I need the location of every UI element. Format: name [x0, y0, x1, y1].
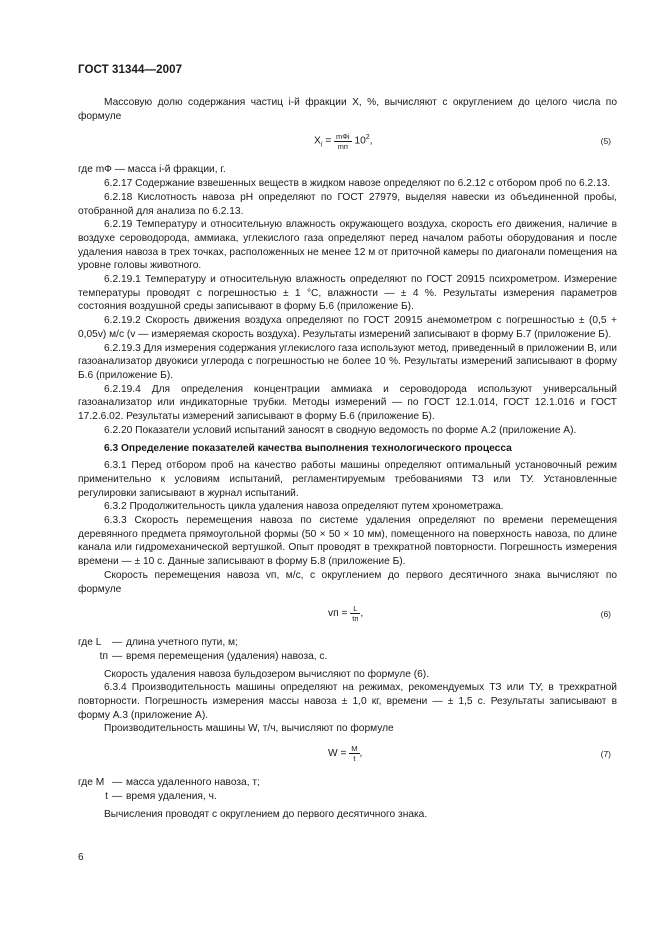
formula-5-sup: 2 [365, 134, 370, 142]
paragraph-6-2-19-2: 6.2.19.2 Скорость движения воздуха определяют по ГОСТ 20915 анемометром с погрешностью ± (0,5 + 0,05v) м/с (v — измеряемая скорость воздуха). Результаты измерений записывают в форму Б.7 (приложение Б). [78, 315, 617, 340]
paragraph-6-2-17: 6.2.17 Содержание взвешенных веществ в жидком навозе определяют по 6.2.12 с отбором проб по 6.2.13. [104, 178, 611, 190]
formula-5-number: (5) [600, 136, 611, 147]
formula-6 [78, 602, 617, 632]
definition-text: масса удаленного навоза, т; [126, 777, 260, 789]
definition-row [78, 790, 617, 804]
formula-6-denominator: tп [352, 614, 359, 624]
paragraph-6-2-19-4: 6.2.19.4 Для определения концентрации аммиака и сероводорода используют универсальный газоанализатор или индикаторные трубки. Методы измерений — по ГОСТ 12.1.014, ГОСТ 12.1.016 и ГОСТ 17.2.6.02. Результаты измерений записывают в форму Б.6 (приложение Б). [78, 383, 617, 423]
paragraph-6-3-4-formula-intro: Производительность машины W, т/ч, вычисляют по формуле [104, 723, 394, 735]
formula-6-numerator: L [350, 604, 360, 614]
definition-symbol: где M [78, 777, 105, 789]
formula-5-denominator: mп [337, 141, 348, 151]
definition-dash: — [112, 777, 123, 789]
paragraph-6-3-3: 6.3.3 Скорость перемещения навоза по системе удаления определяют по времени перемещения деревянного предмета прямоугольной формы (50 × 50 × 10 мм), помещенного на поверхность навоза, по длине канала или гидромеханической вертушкой. Опыт проводят в трехкратной повторности. Погрешность измерения времени — ± 10 с. Данные записывают в форму Б.8 (приложение Б). [78, 514, 617, 568]
definitions-7 [78, 776, 617, 803]
paragraph-6-2-18: 6.2.18 Кислотность навоза pH определяют по ГОСТ 27979, выделяя навески из объединенной пробы, отобранной для анализа по 6.2.13. [78, 191, 617, 217]
definition-dash: — [112, 637, 123, 649]
formula-5-lhs: X [314, 135, 321, 147]
paragraph-6-2-20: 6.2.20 Показатели условий испытаний заносят в сводную ведомость по форме А.2 (приложение А). [104, 424, 577, 436]
formula-6-eq: = [338, 608, 351, 620]
definition-row [78, 650, 617, 664]
formula-5-end: , [369, 135, 373, 147]
paragraph-mass-fraction-intro: Массовую долю содержания частиц i-й фракции X, %, вычисляют с округлением до целого числа по формуле [78, 97, 617, 122]
formula-6-number: (6) [600, 609, 611, 620]
definition-symbol: t [105, 790, 108, 802]
section-heading-6-3: 6.3 Определение показателей качества выполнения технологического процесса [104, 443, 512, 455]
definitions-6 [78, 636, 617, 663]
definition-dash: — [112, 650, 123, 662]
definition-dash: — [112, 790, 123, 802]
paragraph-6-3-4: 6.3.4 Производительность машины определяют на режимах, рекомендуемых ТЗ или ТУ, в трехкратной повторности. Погрешность измерения массы навоза ± 1,0 кг, времени — ± 1,5 с. Результаты записывают в форму А.3 (приложение А). [78, 682, 617, 721]
definition-row [78, 776, 617, 790]
formula-7-numerator: M [351, 744, 358, 754]
formula-7-eq: = [337, 748, 350, 760]
formula-5-sub: i [320, 141, 323, 149]
formula-7-end: , [359, 748, 363, 760]
formula-5-numerator: mФi [335, 131, 350, 141]
formula-6-end: , [360, 608, 364, 620]
formula-7 [78, 742, 617, 772]
formula-6-lhs: vп [328, 608, 339, 620]
paragraph-rounding: Вычисления проводят с округлением до первого десятичного знака. [104, 808, 428, 820]
definition-symbol: tп [99, 650, 108, 662]
page-number: 6 [78, 852, 84, 863]
formula-5-fraction [334, 132, 352, 151]
paragraph-6-3-1: 6.3.1 Перед отбором проб на качество работы машины определяют оптимальный установочный режим применительно к условиям испытаний, регламентируемым требованиями ТЗ или ТУ. Установленные регулировки записывают в журнал испытаний. [78, 460, 617, 499]
definition-5: где mФ — масса i-й фракции, г. [78, 164, 226, 176]
definition-text: время удаления, ч. [126, 790, 217, 802]
formula-7-fraction [349, 744, 359, 763]
paragraph-6-3-3-formula-intro: Скорость перемещения навоза vп, м/с, с округлением до первого десятичного знака вычисляют по формуле [78, 569, 617, 595]
definition-text: время перемещения (удаления) навоза, с. [126, 650, 328, 662]
document-body [78, 96, 617, 821]
definition-symbol: где L [78, 637, 102, 649]
formula-5-eq: = [322, 135, 334, 147]
formula-7-lhs: W [328, 748, 338, 760]
formula-5-tail: 10 [354, 135, 366, 147]
paragraph-6-3-2: 6.3.2 Продолжительность цикла удаления навоза определяют путем хронометража. [104, 501, 504, 513]
paragraph-6-2-19-3: 6.2.19.3 Для измерения содержания углекислого газа используют метод, приведенный в приложении В, или газоанализатор двуокиси углерода с погрешностью не более 10 %. Результаты измерений записывают в форму Б.6 (приложение Б). [78, 342, 617, 381]
formula-6-fraction [350, 604, 360, 623]
formula-7-denominator: t [353, 754, 356, 764]
definition-row [78, 636, 617, 650]
paragraph-bulldozer: Скорость удаления навоза бульдозером вычисляют по формуле (6). [104, 668, 430, 680]
standard-header: ГОСТ 31344—2007 [78, 64, 183, 76]
paragraph-6-2-19: 6.2.19 Температуру и относительную влажность окружающего воздуха, скорость его движения, наличие в воздухе сероводорода, аммиака, углекислого газа определяют перед началом работы оборудования и после удаления навоза в трех точках, расположенных не менее 12 м от приточной камеры по диагонали помещения на уровне головы животного. [78, 219, 617, 272]
definition-text: длина учетного пути, м; [126, 637, 238, 649]
formula-7-number: (7) [600, 749, 611, 760]
paragraph-6-2-19-1: 6.2.19.1 Температуру и относительную влажность определяют по ГОСТ 20915 психрометром. Измерение температуры проводят с погрешностью ± 1 °С, влажности — ± 4 %. Результаты измерения параметров состояния воздушной среды записывают в форму Б.6 (приложение Б). [78, 274, 617, 313]
formula-5 [78, 129, 617, 159]
